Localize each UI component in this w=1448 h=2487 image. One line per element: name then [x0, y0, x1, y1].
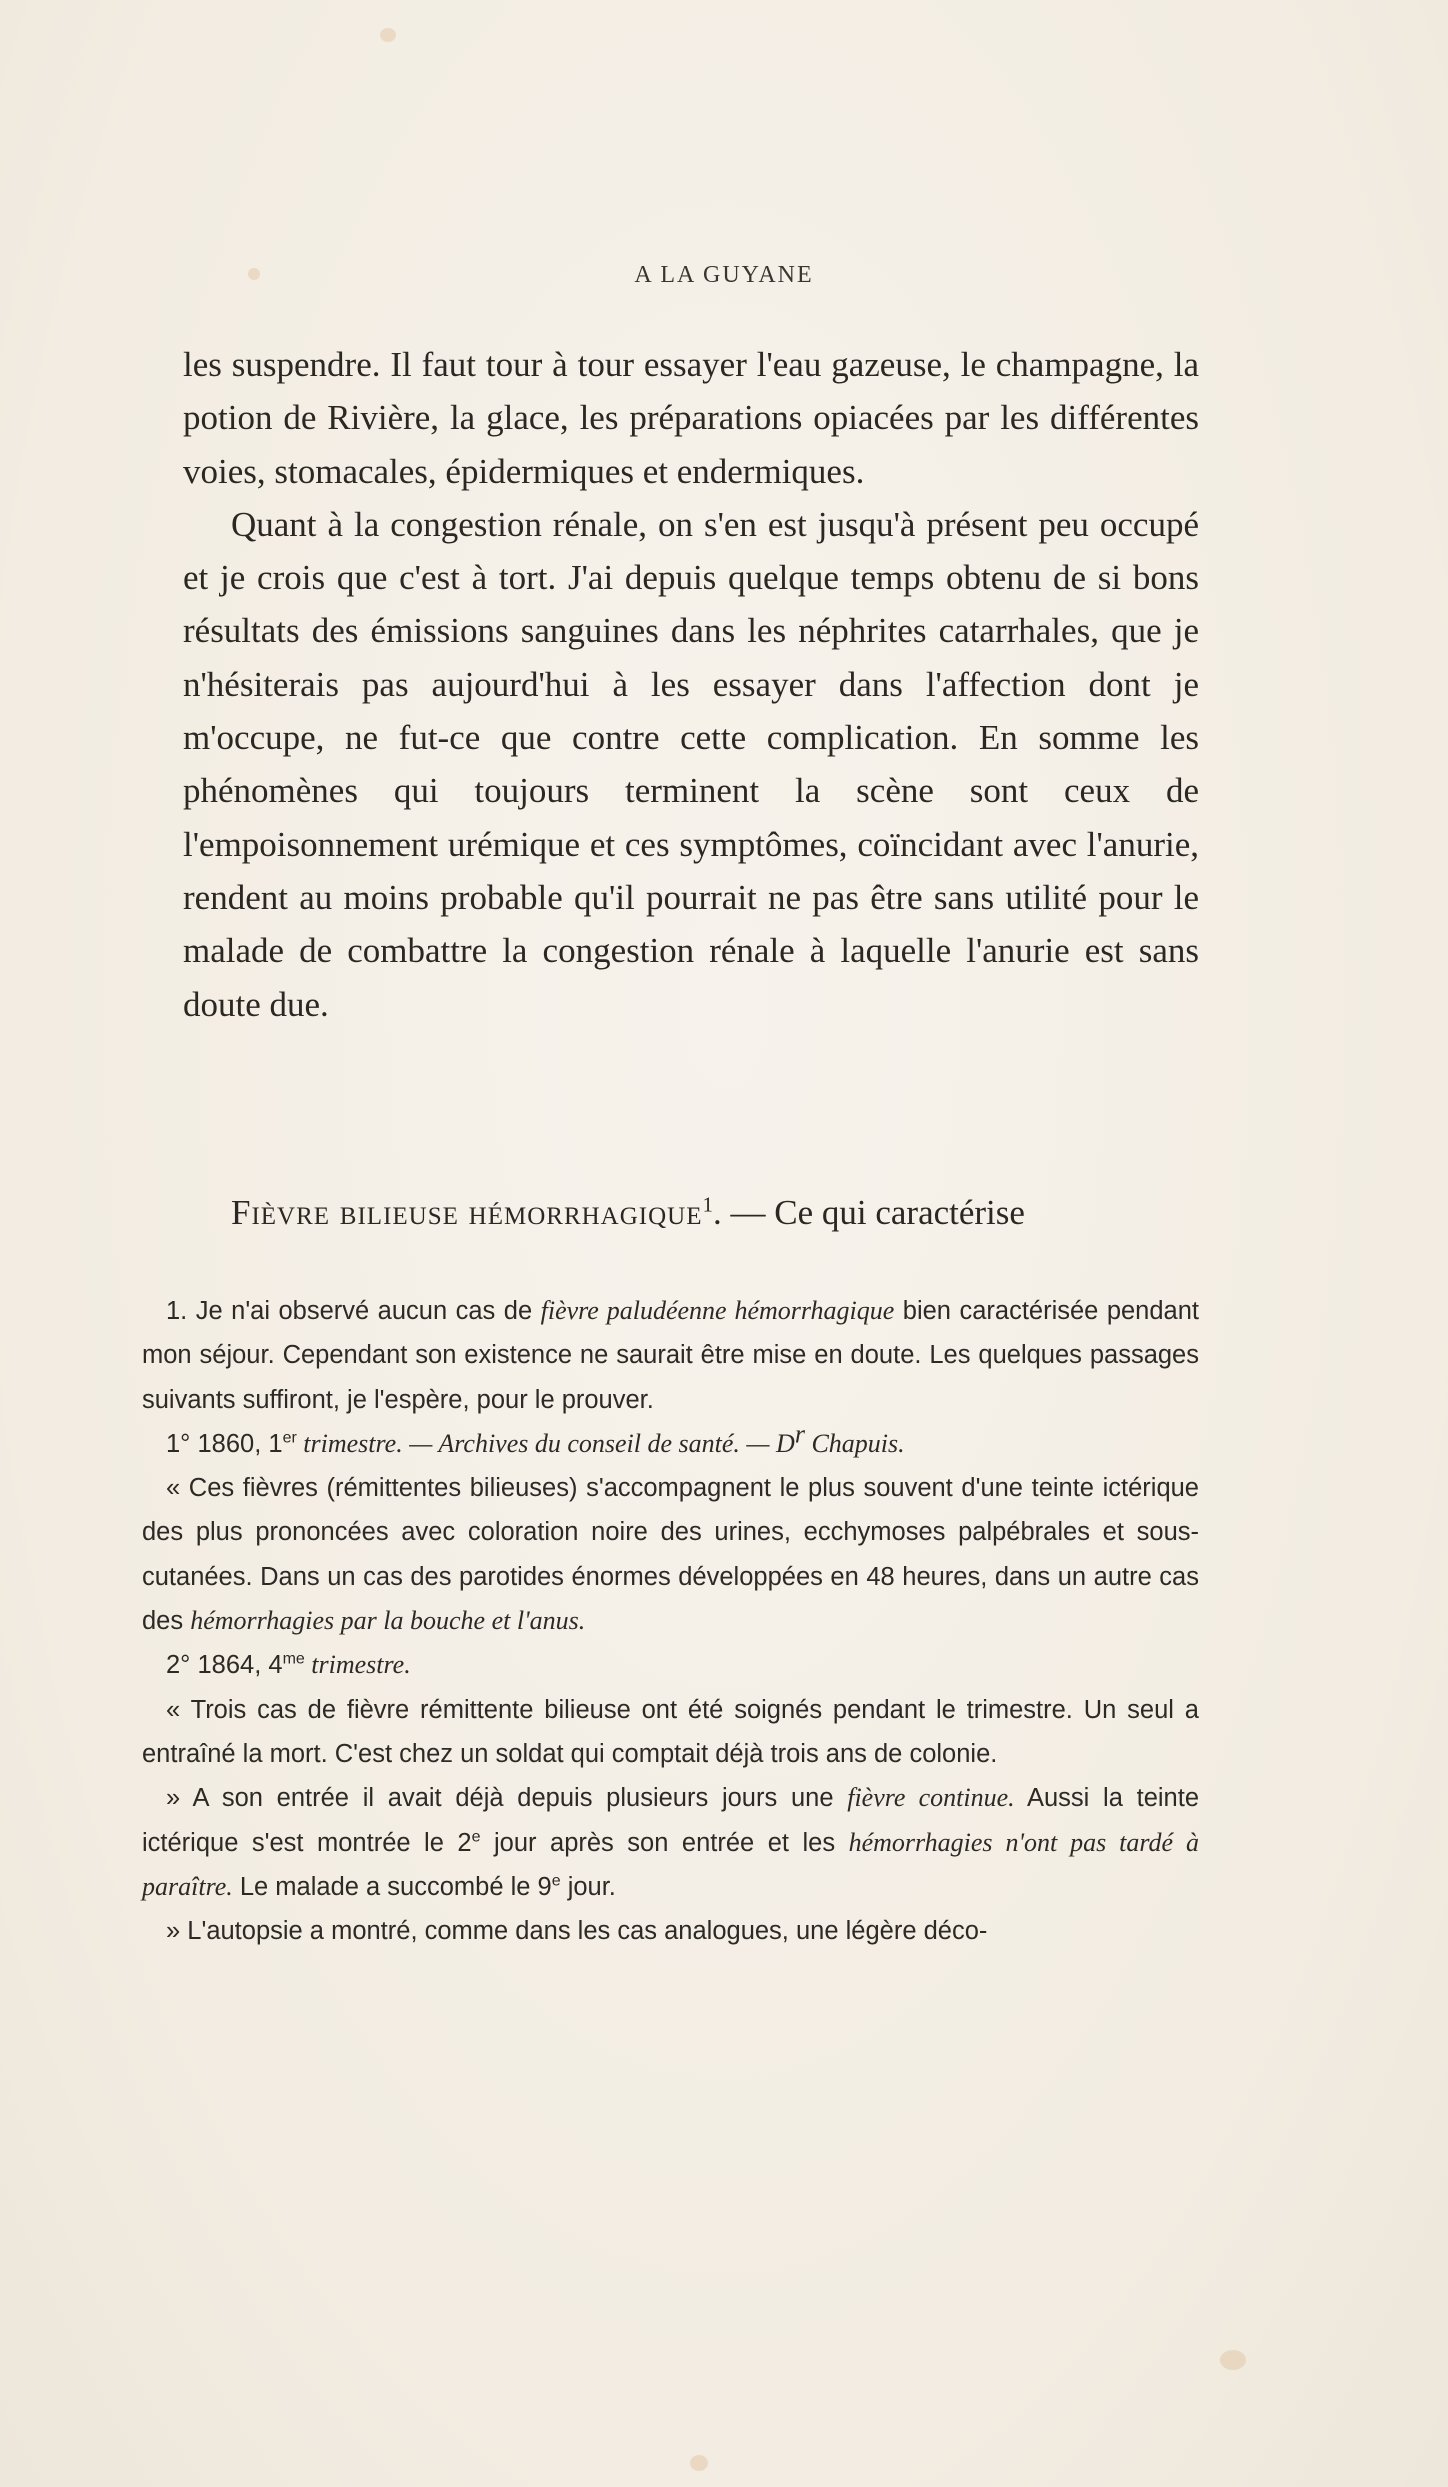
source-year: 1864, 4 — [190, 1651, 283, 1680]
running-head: A LA GUYANE — [634, 262, 814, 288]
paragraph: Quant à la congestion rénale, on s'en est jusqu'à présent peu occupé et je crois que c'est à tort. J'ai depuis quelque temps obtenu de si bons résultats des émissions sanguines dans les néphrites catarrhales, que je n'hésiterais pas aujourd'hui à les essayer dans l'affection dont je m'occupe, ne fut-ce que contre cette complication. En somme les phénomènes qui toujours terminent la scène sont ceux de l'empoisonnement urémique et ces symptômes, coïncidant avec l'anurie, rendent au moins probable qu'il pourrait ne pas être sans utilité pour le malade de combattre la congestion rénale à laquelle l'anurie est sans doute due. — [183, 504, 1199, 1024]
footnote-quote: « Trois cas de fièvre rémittente bilieuse ont été soignés pendant le trimestre. Un seul a entraîné la mort. C'est chez un soldat qui comptait déjà trois ans de colonie. — [142, 1695, 1199, 1768]
quote-italic: hémorrhagies par la bouche et l'anus. — [190, 1606, 586, 1636]
footnote-source — [142, 1419, 1199, 1466]
footnote-quote — [142, 1466, 1199, 1643]
footnote-quote: » L'autopsie a montré, comme dans les cas analogues, une légère déco- — [166, 1917, 988, 1946]
quote-italic: hémorrhagies n'ont pas tardé à paraître. — [142, 1827, 1200, 1901]
section-title: Fièvre bilieuse hémorrhagique — [231, 1193, 703, 1232]
quote-italic: fièvre continue. — [847, 1783, 1015, 1813]
superscript: e — [551, 1872, 561, 1890]
source-number: 2° — [166, 1651, 191, 1680]
quote-text: Le malade a succombé le 9 — [232, 1872, 552, 1901]
quote-text: Aussi la teinte ictérique s'est montrée le 2 — [142, 1784, 1200, 1857]
superscript: e — [471, 1828, 481, 1846]
footnotes — [142, 1289, 1199, 1953]
footnote-source — [142, 1643, 1199, 1687]
footnote-text: bien caractérisée pendant mon séjour. Cependant son existence ne saurait être mise en doute. Les quelques passages suivants suffiront, je l'espère, pour le prouver. — [142, 1297, 1199, 1414]
superscript: r — [794, 1419, 805, 1449]
quote-text: jour après son entrée et les — [480, 1828, 849, 1857]
paper-stain — [690, 2455, 708, 2471]
main-text — [183, 338, 1199, 1031]
source-title: trimestre. — [304, 1650, 411, 1680]
footnote-quote — [142, 1776, 1199, 1909]
footnote-text: 1. Je n'ai observé aucun cas de — [166, 1297, 541, 1325]
quote-text: » A son entrée il avait déjà depuis plusieurs jours une — [166, 1784, 848, 1813]
source-year: 1860, 1 — [190, 1429, 283, 1458]
footnote-italic: fièvre paludéenne hémorrhagique — [540, 1296, 895, 1325]
quote-text: « Ces fièvres (rémittentes bilieuses) s'accompagnent le plus souvent d'une teinte ictérique des plus prononcées avec coloration noire des urines, ecchymoses palpébrales et sous-cutanées. Dans un cas des parotides énormes développées en 48 heures, dans un autre cas des — [142, 1474, 1199, 1636]
section-text: . — Ce qui caractérise — [712, 1193, 1025, 1232]
superscript: er — [282, 1429, 297, 1447]
source-title: trimestre. — Archives du conseil de santé. — D — [296, 1428, 795, 1458]
source-author: Chapuis. — [804, 1428, 905, 1458]
section-heading-paragraph — [183, 1186, 1199, 1239]
source-number: 1° — [166, 1429, 191, 1458]
paper-stain — [380, 28, 396, 42]
quote-text: jour. — [560, 1872, 616, 1901]
footnote — [142, 1289, 1199, 1422]
superscript: me — [282, 1650, 305, 1668]
paper-stain — [1220, 2350, 1246, 2370]
paragraph: les suspendre. Il faut tour à tour essayer l'eau gazeuse, le champagne, la potion de Rivière, la glace, les préparations opiacées par les différentes voies, stomacales, épidermiques et endermiques. — [183, 345, 1199, 491]
footnote-reference: 1 — [702, 1192, 713, 1217]
